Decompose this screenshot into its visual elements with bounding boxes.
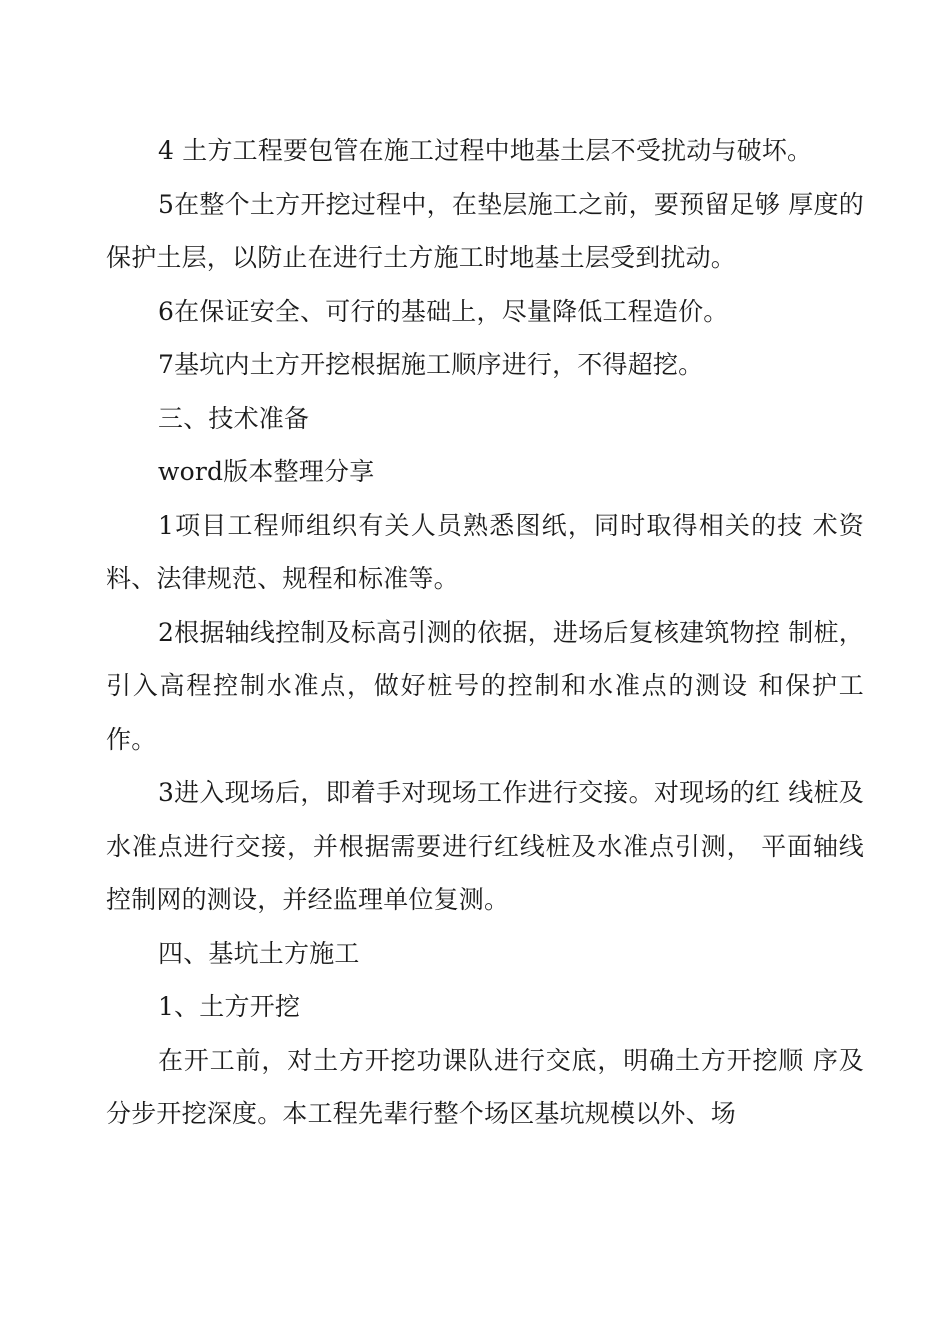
- subsection-heading-excavation: 1、土方开挖: [158, 992, 301, 1021]
- paragraph-item-4: 4 土方工程要包管在施工过程中地基土层不受扰动与破坏。: [158, 136, 813, 165]
- source-note: word版本整理分享: [158, 457, 375, 486]
- paragraph-item-5: 5在整个土方开挖过程中，在垫层施工之前，要预留足够 厚度的保护土层，以防止在进行土方施工时地基土层受到扰动。: [106, 189, 864, 272]
- paragraph-item-7: 7基坑内土方开挖根据施工顺序进行，不得超挖。: [158, 350, 704, 379]
- paragraph-excavation-intro: 在开工前，对土方开挖功课队进行交底，明确土方开挖顺 序及分步开挖深度。本工程先辈行整个场区基坑规模以外、场: [106, 1045, 864, 1128]
- paragraph-item-2: 2根据轴线控制及标高引测的依据，进场后复核建筑物控 制桩，引入高程控制水准点，做好桩号的控制和水准点的测设 和保护工作。: [106, 617, 864, 754]
- paragraph-item-6: 6在保证安全、可行的基础上，尽量降低工程造价。: [158, 296, 729, 326]
- document-body: [106, 124, 864, 1141]
- paragraph-item-1: 1项目工程师组织有关人员熟悉图纸，同时取得相关的技 术资料、法律规范、规程和标准等。: [106, 510, 864, 593]
- section-heading-technical-preparation: 三、技术准备: [158, 403, 310, 433]
- section-heading-foundation-pit: 四、基坑土方施工: [158, 938, 360, 968]
- paragraph-item-3: 3进入现场后，即着手对现场工作进行交接。对现场的红 线桩及水准点进行交接，并根据需要进行红线桩及水准点引测， 平面轴线控制网的测设，并经监理单位复测。: [106, 778, 864, 914]
